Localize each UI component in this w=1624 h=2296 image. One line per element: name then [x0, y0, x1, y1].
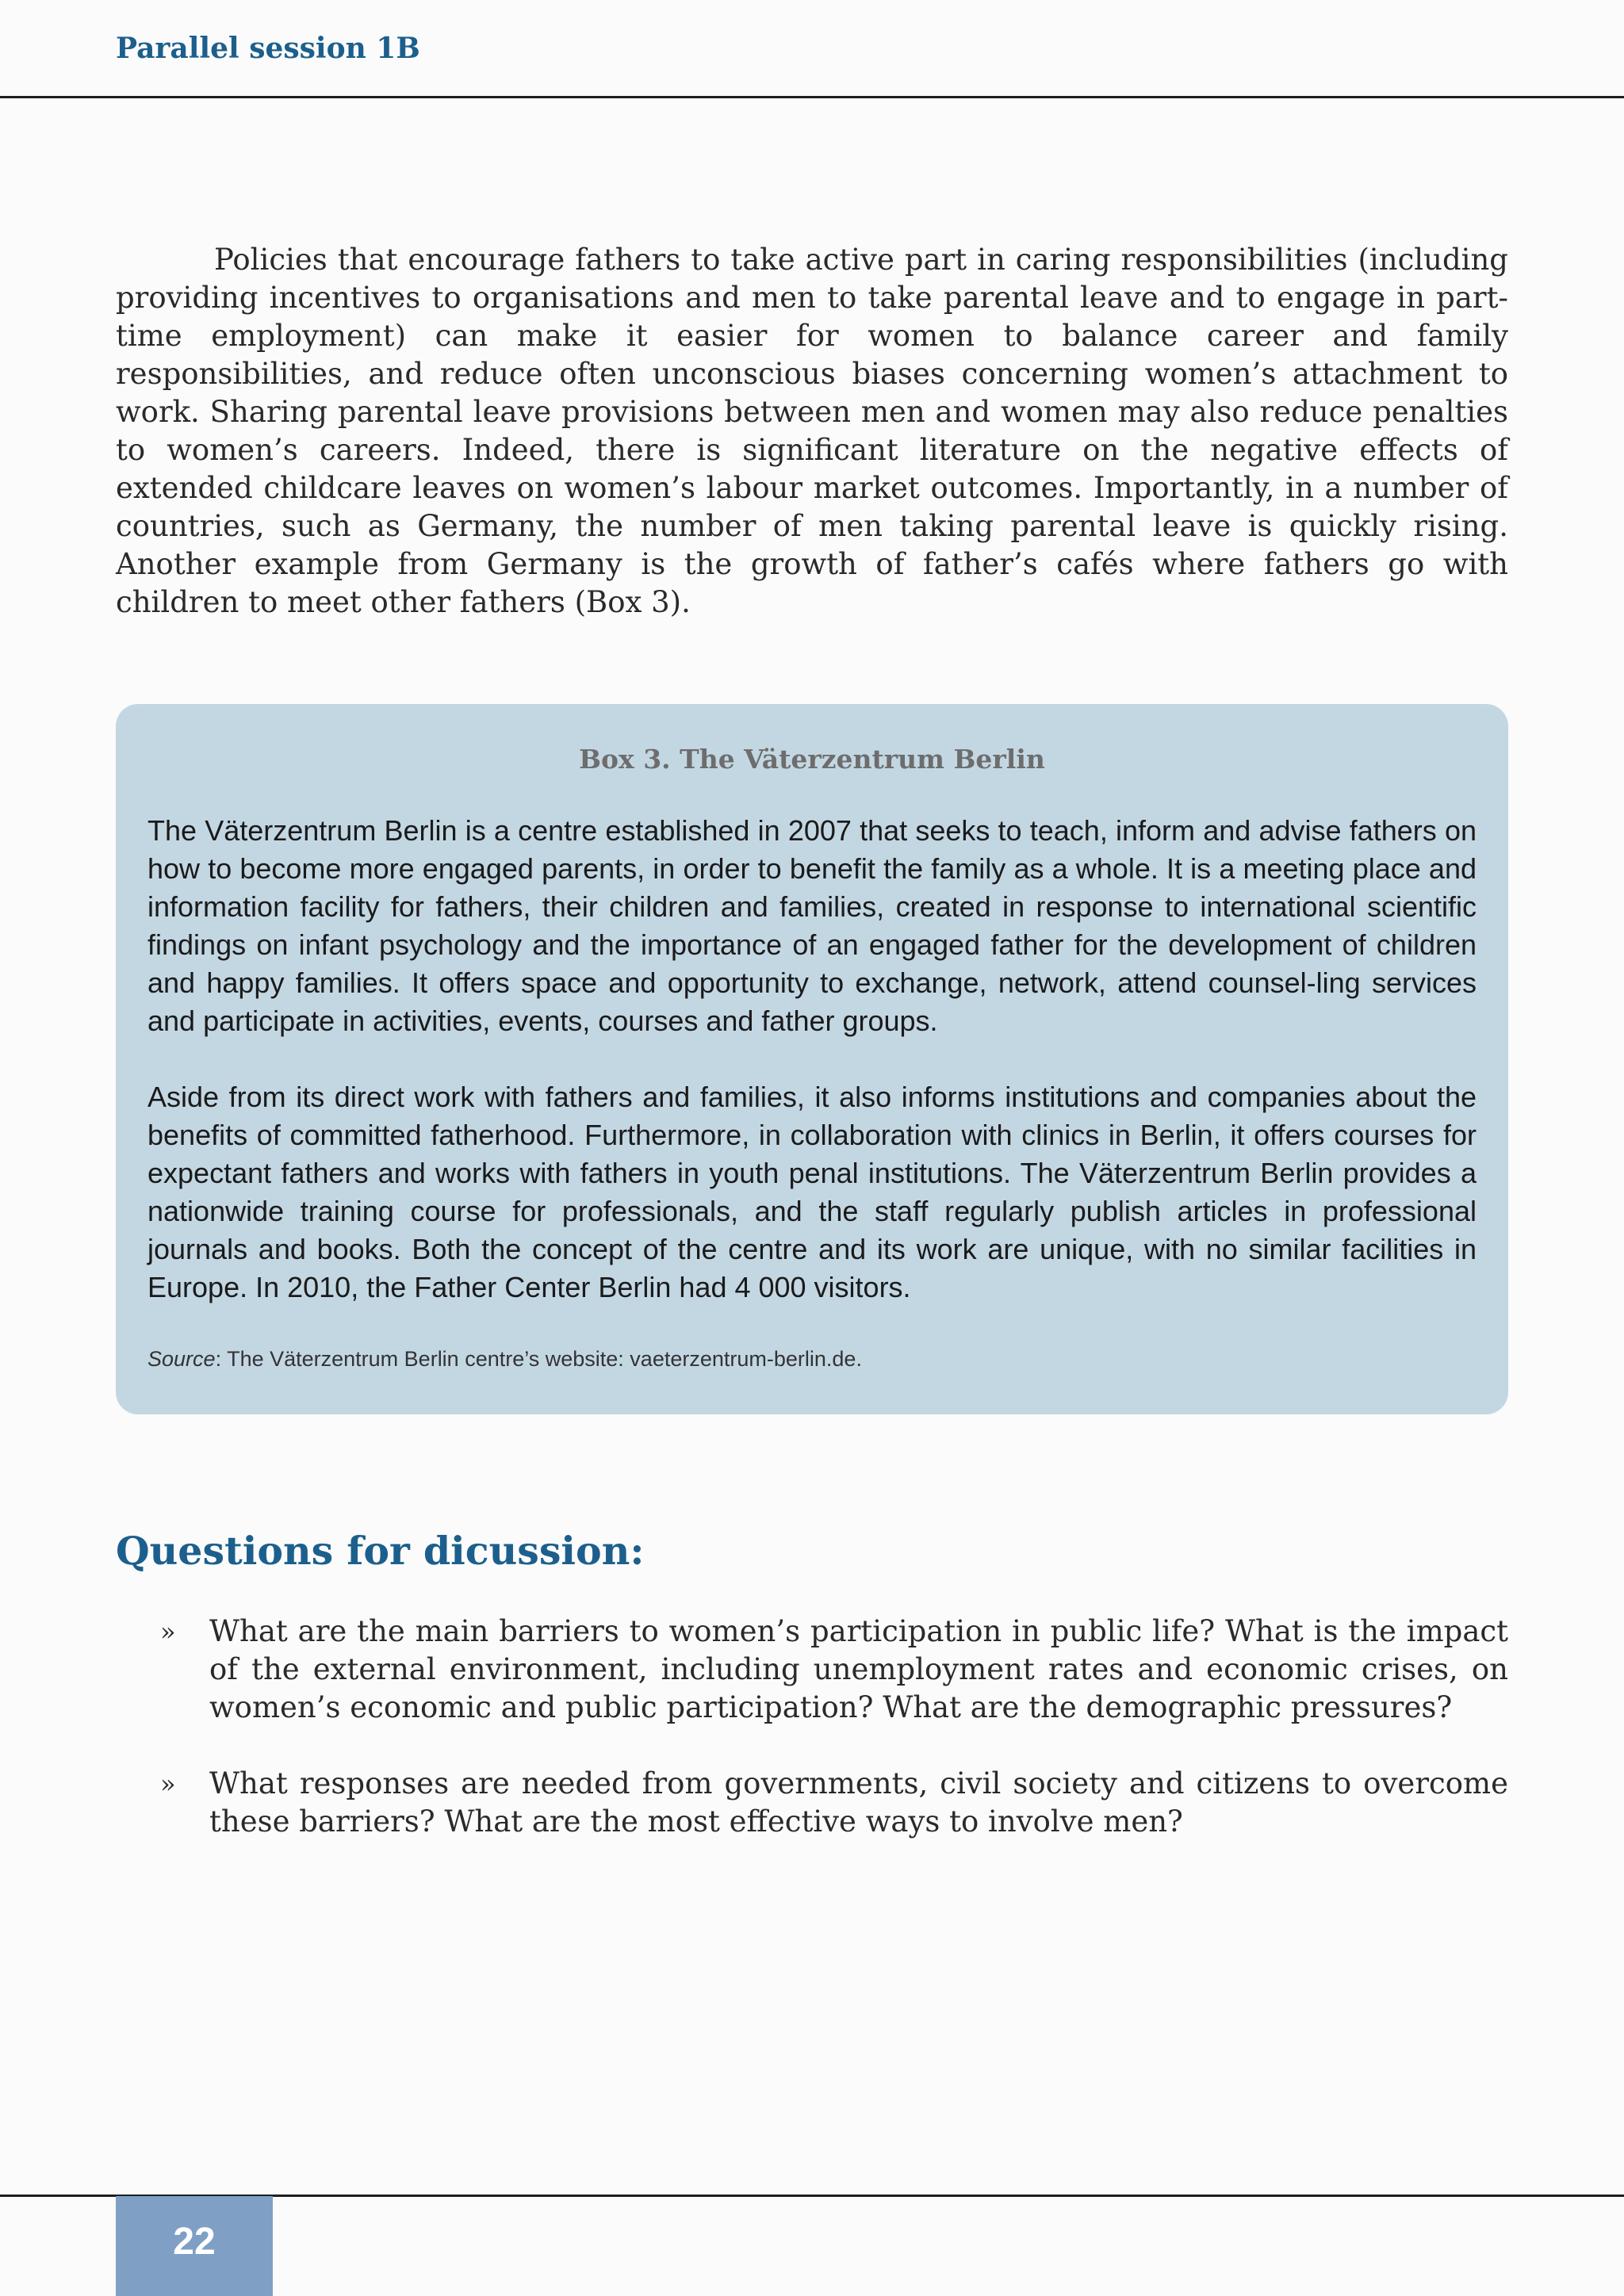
- source-text: : The Väterzentrum Berlin centre’s website: vaeterzentrum-berlin.de.: [215, 1347, 862, 1371]
- question-text: What are the main barriers to women’s participation in public life? What is the impact of the external environment, including unemployment rates and economic crises, on women’s economic and public participation? What are the demographic pressures?: [209, 1614, 1508, 1724]
- box-paragraph-2: Aside from its direct work with fathers and families, it also informs institutions and companies about the benefits of committed fatherhood. Furthermore, in collaboration with clinics in Berlin, it offers courses for expectant fathers and works with fathers in youth penal institutions. The Väterzentrum Berlin provides a nationwide training course for professionals, and the staff regularly publish articles in professional journals and books. Both the concept of the centre and its work are unique, with no similar facilities in Europe. In 2010, the Father Center Berlin had 4 000 visitors.: [147, 1081, 1477, 1303]
- page-number: 22: [173, 2221, 216, 2263]
- box-source: [147, 1345, 1477, 1373]
- info-box: [116, 704, 1508, 1414]
- question-item-1: [116, 1613, 1508, 1727]
- source-label: Source: [147, 1347, 216, 1371]
- bullet-icon: »: [160, 1617, 176, 1647]
- questions-list: [116, 1613, 1508, 1879]
- question-text: What responses are needed from governments, civil society and citizens to overcome these barriers? What are the most effective ways to involve men?: [209, 1766, 1508, 1839]
- bullet-icon: »: [160, 1769, 176, 1799]
- page-header: [0, 0, 1624, 98]
- section-title: Parallel session 1B: [116, 32, 420, 65]
- page-number-badge: [116, 2196, 273, 2296]
- box-paragraph-1: The Väterzentrum Berlin is a centre established in 2007 that seeks to teach, inform and advise fathers on how to become more engaged parents, in order to benefit the family as a whole. It is a meeting place and information facility for fathers, their children and families, created in response to international scientific findings on infant psychology and the importance of an engaged father for the development of children and happy families. It offers space and opportunity to exchange, network, attend counsel-ling services and participate in activities, events, courses and father groups.: [147, 814, 1477, 1037]
- questions-heading: Questions for dicussion:: [116, 1528, 645, 1574]
- intro-paragraph: Policies that encourage fathers to take active part in caring responsibilities (including providing incentives to organisations and men to take parental leave and to engage in part-time employment) can make it easier for women to balance career and family responsibilities, and reduce often unconscious biases concerning women’s attachment to work. Sharing parental leave provisions between men and women may also reduce penalties to women’s careers. Indeed, there is significant literature on the negative effects of extended childcare leaves on women’s labour market outcomes. Importantly, in a number of countries, such as Germany, the number of men taking parental leave is quickly rising. Another example from Germany is the growth of father’s cafés where fathers go with children to meet other fathers (Box 3).: [116, 243, 1508, 619]
- box-title: Box 3. The Väterzentrum Berlin: [579, 744, 1045, 775]
- question-item-2: [116, 1765, 1508, 1841]
